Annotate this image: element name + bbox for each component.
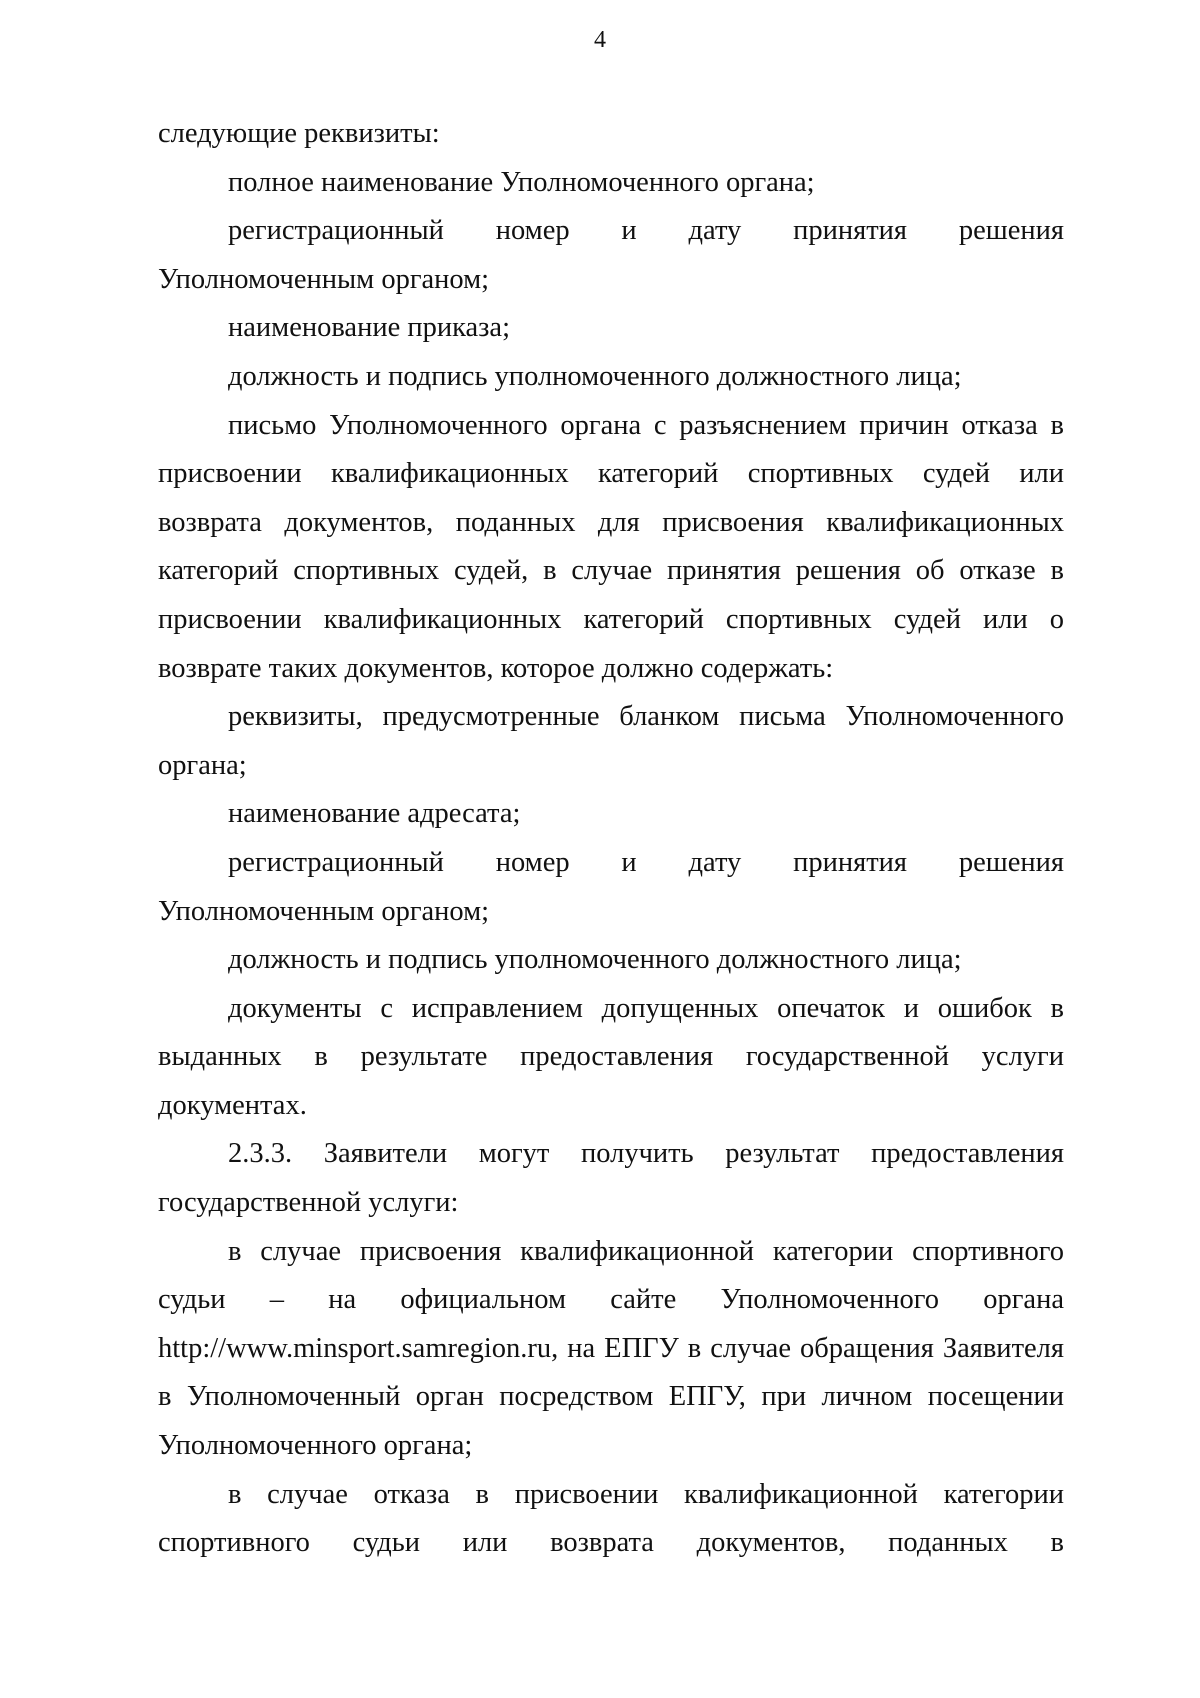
paragraph — [158, 1471, 1064, 1568]
text-line: полное наименование Уполномоченного органа; — [228, 166, 815, 198]
text-line: наименование адресата; — [228, 798, 521, 830]
paragraph — [158, 207, 1064, 304]
text-line: должность и подпись уполномоченного должностного лица; — [228, 944, 962, 976]
paragraph — [158, 693, 1064, 790]
text-line: возврате таких документов, которое должно содержать: — [158, 652, 834, 684]
paragraph — [158, 159, 1064, 208]
text-line: регистрационный номер и дату принятия решения — [228, 846, 1064, 878]
text-line: Уполномоченным органом; — [158, 895, 490, 927]
text-line: следующие реквизиты: — [158, 118, 440, 149]
text-line: возврата документов, поданных для присвоения квалификационных — [158, 506, 1064, 538]
text-line: спортивного судьи или возврата документов, поданных в — [158, 1527, 1064, 1559]
paragraph — [158, 839, 1064, 936]
page-number: 4 — [594, 27, 606, 53]
paragraph — [158, 110, 1064, 159]
text-line: документах. — [158, 1089, 307, 1121]
text-line: в Уполномоченный орган посредством ЕПГУ, при личном посещении — [158, 1381, 1064, 1413]
paragraph — [158, 1228, 1064, 1471]
paragraph — [158, 790, 1064, 839]
text-line: выданных в результате предоставления государственной услуги — [158, 1041, 1064, 1073]
text-line: судьи – на официальном сайте Уполномоченного органа — [158, 1284, 1064, 1316]
paragraph — [158, 402, 1064, 694]
text-line: письмо Уполномоченного органа с разъяснением причин отказа в — [228, 409, 1064, 441]
paragraph — [158, 936, 1064, 985]
text-line: регистрационный номер и дату принятия решения — [228, 215, 1064, 247]
text-line: реквизиты, предусмотренные бланком письма Уполномоченного — [228, 701, 1064, 733]
paragraph — [158, 353, 1064, 402]
text-line: наименование приказа; — [228, 312, 510, 344]
text-line: http://www.minsport.samregion.ru, на ЕПГУ в случае обращения Заявителя — [158, 1332, 1064, 1364]
text-line: документы с исправлением допущенных опечаток и ошибок в — [228, 992, 1064, 1024]
text-line: Уполномоченным органом; — [158, 263, 490, 295]
text-line: 2.3.3. Заявители могут получить результат предоставления — [228, 1138, 1064, 1170]
text-line: в случае отказа в присвоении квалификационной категории — [228, 1478, 1064, 1510]
text-line: категорий спортивных судей, в случае принятия решения об отказе в — [158, 555, 1064, 587]
paragraph — [158, 304, 1064, 353]
text-line: присвоении квалификационных категорий спортивных судей или — [158, 458, 1064, 490]
text-line: присвоении квалификационных категорий спортивных судей или о — [158, 603, 1064, 635]
paragraph — [158, 1130, 1064, 1227]
text-line: государственной услуги: — [158, 1187, 459, 1219]
text-line: в случае присвоения квалификационной категории спортивного — [228, 1235, 1064, 1267]
text-line: должность и подпись уполномоченного должностного лица; — [228, 360, 962, 392]
document-body — [158, 110, 1064, 1568]
text-line: Уполномоченного органа; — [158, 1430, 473, 1462]
text-line: органа; — [158, 749, 247, 781]
paragraph — [158, 985, 1064, 1131]
